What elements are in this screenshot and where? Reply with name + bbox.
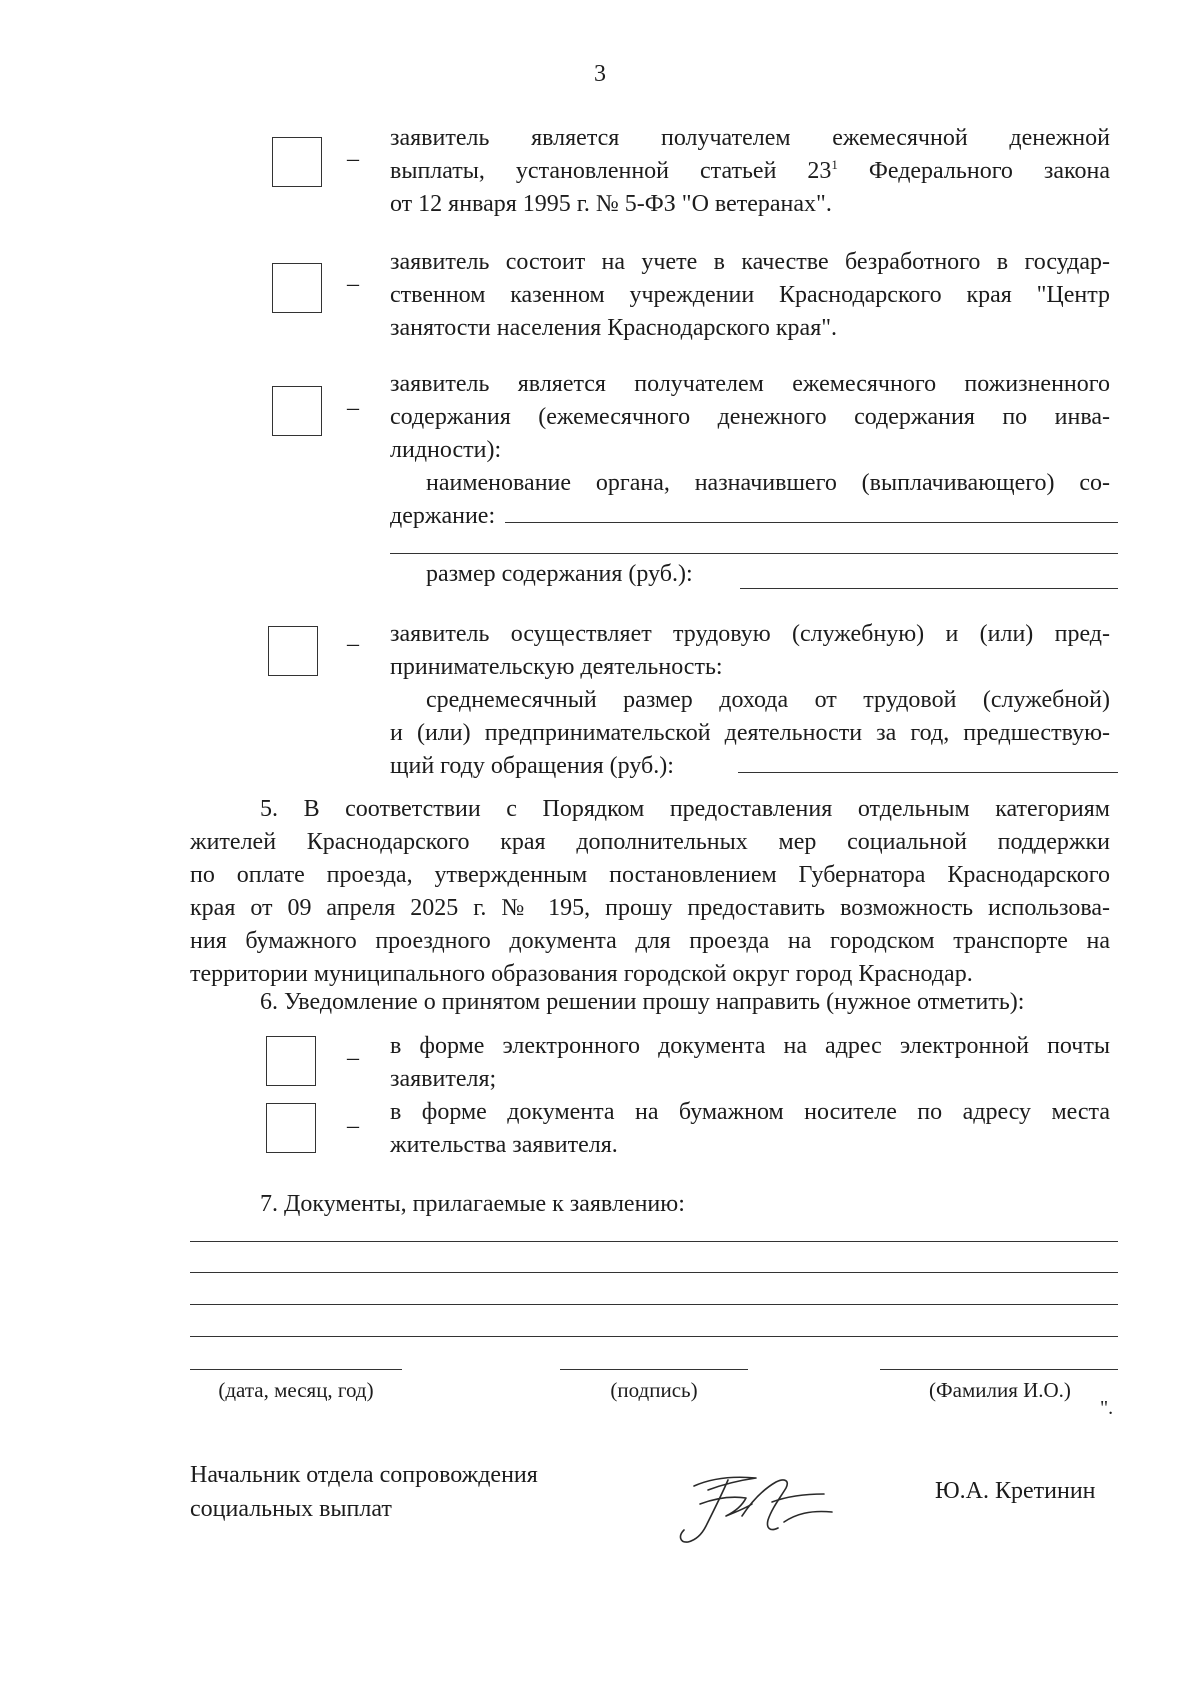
text-line: заявителя; bbox=[390, 1066, 497, 1092]
full-name-caption: (Фамилия И.О.) bbox=[929, 1378, 1071, 1402]
allowance-amount-field[interactable] bbox=[740, 588, 1118, 589]
option-email-text bbox=[390, 1030, 1110, 1096]
text-line: жительства заявителя. bbox=[390, 1132, 618, 1158]
text-line: щий году обращения (руб.): bbox=[390, 753, 674, 779]
full-name-field[interactable] bbox=[880, 1369, 1118, 1370]
text-line: в форме документа на бумажном носителе по адресу места bbox=[390, 1099, 1110, 1125]
text-line: заявитель осуществляет трудовую (служебную) и (или) пред- bbox=[390, 621, 1110, 647]
text-line: наименование органа, назначившего (выплачивающего) со- bbox=[426, 470, 1110, 496]
text-line: содержания (ежемесячного денежного содержания по инва- bbox=[390, 404, 1110, 430]
page-number: 3 bbox=[594, 61, 606, 87]
superscript: 1 bbox=[831, 157, 838, 172]
text-line: занятости населения Краснодарского края". bbox=[390, 315, 838, 341]
text-line: ния бумажного проездного документа для проезда на городском транспорте на bbox=[190, 928, 1110, 954]
signatory-name: Ю.А. Кретинин bbox=[935, 1478, 1096, 1504]
signature-field[interactable] bbox=[560, 1369, 748, 1370]
text-line: заявитель является получателем ежемесячной денежной bbox=[390, 125, 1110, 151]
text-line: среднемесячный размер дохода от трудовой (служебной) bbox=[426, 687, 1110, 713]
dash: – bbox=[347, 146, 359, 172]
item-unemployed-text bbox=[390, 246, 1110, 345]
checkbox-notify-paper[interactable] bbox=[266, 1103, 316, 1153]
text-line: края от 09 апреля 2025 г. № 195, прошу предоставить возможность использова- bbox=[190, 895, 1110, 921]
text-line: от 12 января 1995 г. № 5-ФЗ "О ветеранах". bbox=[390, 191, 832, 217]
documents-field-line[interactable] bbox=[190, 1336, 1118, 1337]
documents-field-line[interactable] bbox=[190, 1272, 1118, 1273]
documents-field-line[interactable] bbox=[190, 1304, 1118, 1305]
text-line: жителей Краснодарского края дополнительных мер социальной поддержки bbox=[190, 829, 1110, 855]
text-line: в форме электронного документа на адрес электронной почты bbox=[390, 1033, 1110, 1059]
checkbox-lifetime-allowance[interactable] bbox=[272, 386, 322, 436]
signature-caption: (подпись) bbox=[610, 1378, 698, 1402]
text-line: территории муниципального образования городской округ город Краснодар. bbox=[190, 961, 973, 987]
documents-field-line[interactable] bbox=[190, 1241, 1118, 1242]
checkbox-unemployed[interactable] bbox=[272, 263, 322, 313]
text-line: лидности): bbox=[390, 437, 502, 463]
authority-name-field[interactable] bbox=[505, 522, 1118, 523]
average-income-field[interactable] bbox=[738, 772, 1118, 773]
authority-name-field-continued[interactable] bbox=[390, 553, 1118, 554]
closing-quote: ". bbox=[1100, 1397, 1114, 1419]
text-line: заявитель является получателем ежемесячного пожизненного bbox=[390, 371, 1110, 397]
date-field[interactable] bbox=[190, 1369, 402, 1370]
checkbox-monthly-payment[interactable] bbox=[272, 137, 322, 187]
official-position bbox=[190, 1458, 538, 1526]
text-line: держание: bbox=[390, 503, 496, 529]
position-line-2: социальных выплат bbox=[190, 1496, 392, 1522]
dash: – bbox=[347, 271, 359, 297]
item-labor-activity-text bbox=[390, 618, 1110, 783]
section-7-title: 7. Документы, прилагаемые к заявлению: bbox=[260, 1191, 685, 1217]
text-line: ственном казенном учреждении Краснодарского края "Центр bbox=[390, 282, 1110, 308]
text-line: принимательскую деятельность: bbox=[390, 654, 723, 680]
text-line: 5. В соответствии с Порядком предоставления отдельным категориям bbox=[260, 796, 1110, 822]
section-6-title: 6. Уведомление о принятом решении прошу направить (нужное отметить): bbox=[260, 989, 1025, 1015]
text-line: выплаты, установленной статьей $23^1$ Федерального закона bbox=[390, 157, 1110, 184]
dash: – bbox=[347, 631, 359, 657]
checkbox-notify-email[interactable] bbox=[266, 1036, 316, 1086]
handwritten-signature-icon bbox=[672, 1468, 844, 1550]
option-paper-text bbox=[390, 1096, 1110, 1162]
text-line: заявитель состоит на учете в качестве безработного в государ- bbox=[390, 249, 1110, 275]
section-5-paragraph bbox=[190, 793, 1110, 991]
dash: – bbox=[347, 1113, 359, 1139]
date-caption: (дата, месяц, год) bbox=[218, 1378, 374, 1402]
text-line: и (или) предпринимательской деятельности за год, предшествую- bbox=[390, 720, 1110, 746]
position-line-1: Начальник отдела сопровождения bbox=[190, 1462, 538, 1488]
text-line: по оплате проезда, утвержденным постановлением Губернатора Краснодарского bbox=[190, 862, 1110, 888]
checkbox-labor-activity[interactable] bbox=[268, 626, 318, 676]
item-monthly-payment-text bbox=[390, 122, 1110, 221]
dash: – bbox=[347, 395, 359, 421]
dash: – bbox=[347, 1045, 359, 1071]
allowance-amount-label: размер содержания (руб.): bbox=[426, 561, 693, 587]
item-lifetime-allowance-text bbox=[390, 368, 1110, 533]
